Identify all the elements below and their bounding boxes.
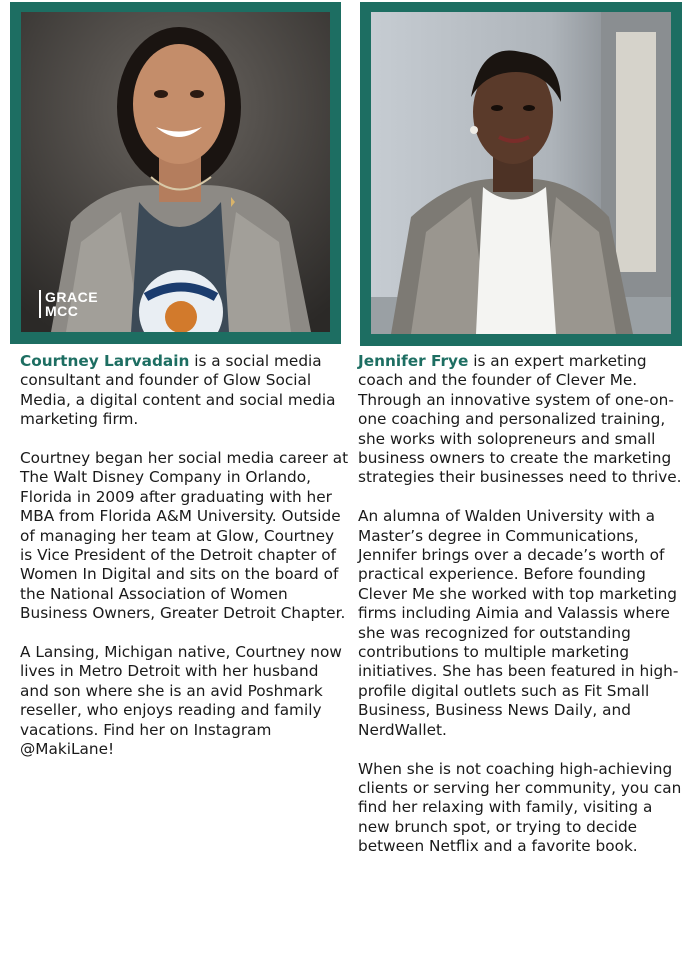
bio-jennifer-paragraph: An alumna of Walden University with a Master’s degree in Communications, Jennifer brings over a decade’s worth of practical experience. Before founding Clever Me she worked with top marketing firms including Aimia and Valassis where she was recognized for outstanding contributions to multiple marketing initiatives. She has been featured in high-profile digital outlets such as Fit Small Business, Business News Daily, and NerdWallet. — [358, 507, 679, 739]
watermark-line-2: MCC — [45, 303, 79, 319]
bio-jennifer-paragraph: When she is not coaching high-achieving clients or serving her community, you can find her relaxing with family, visiting a new brunch spot, or trying to decide between Netflix and a favorite book. — [358, 759, 682, 856]
name-courtney: Courtney Larvadain — [20, 352, 190, 370]
bio-jennifer — [358, 352, 684, 876]
portrait-courtney-illustration — [21, 12, 330, 332]
bio-courtney-paragraph: A Lansing, Michigan native, Courtney now lives in Metro Detroit with her husband and son where she is an avid Poshmark reseller, who enjoys reading and family vacations. Find her on Instagram @MakiLane! — [20, 643, 342, 759]
bio-courtney-intro-text: is a social media consultant and founder of Glow Social Media, a digital content and social media marketing firm. — [20, 352, 336, 429]
portrait-courtney — [21, 12, 330, 332]
photo-watermark — [39, 290, 98, 318]
portrait-jennifer-illustration — [371, 12, 671, 334]
bio-courtney — [20, 352, 350, 779]
portrait-jennifer — [371, 12, 671, 334]
bio-courtney-intro — [20, 352, 350, 430]
bio-jennifer-intro — [358, 352, 684, 488]
photo-frame-courtney — [10, 2, 341, 344]
bio-courtney-paragraph: Courtney began her social media career at The Walt Disney Company in Orlando, Florida in 2009 after graduating with her MBA from Florida A&M University. Outside of managing her team at Glow, Courtney is Vice President of the Detroit chapter of Women In Digital and sits on the board of the National Association of Women Business Owners, Greater Detroit Chapter. — [20, 449, 349, 623]
bio-jennifer-intro-text: is an expert marketing coach and the founder of Clever Me. Through an innovative system of one-on-one coaching and personalized training, she works with solopreneurs and small business owners to create the marketing strategies their businesses need to thrive. — [358, 352, 682, 487]
photo-frame-jennifer — [360, 2, 682, 346]
name-jennifer: Jennifer Frye — [358, 352, 469, 370]
watermark-line-1: GRACE — [45, 289, 99, 305]
